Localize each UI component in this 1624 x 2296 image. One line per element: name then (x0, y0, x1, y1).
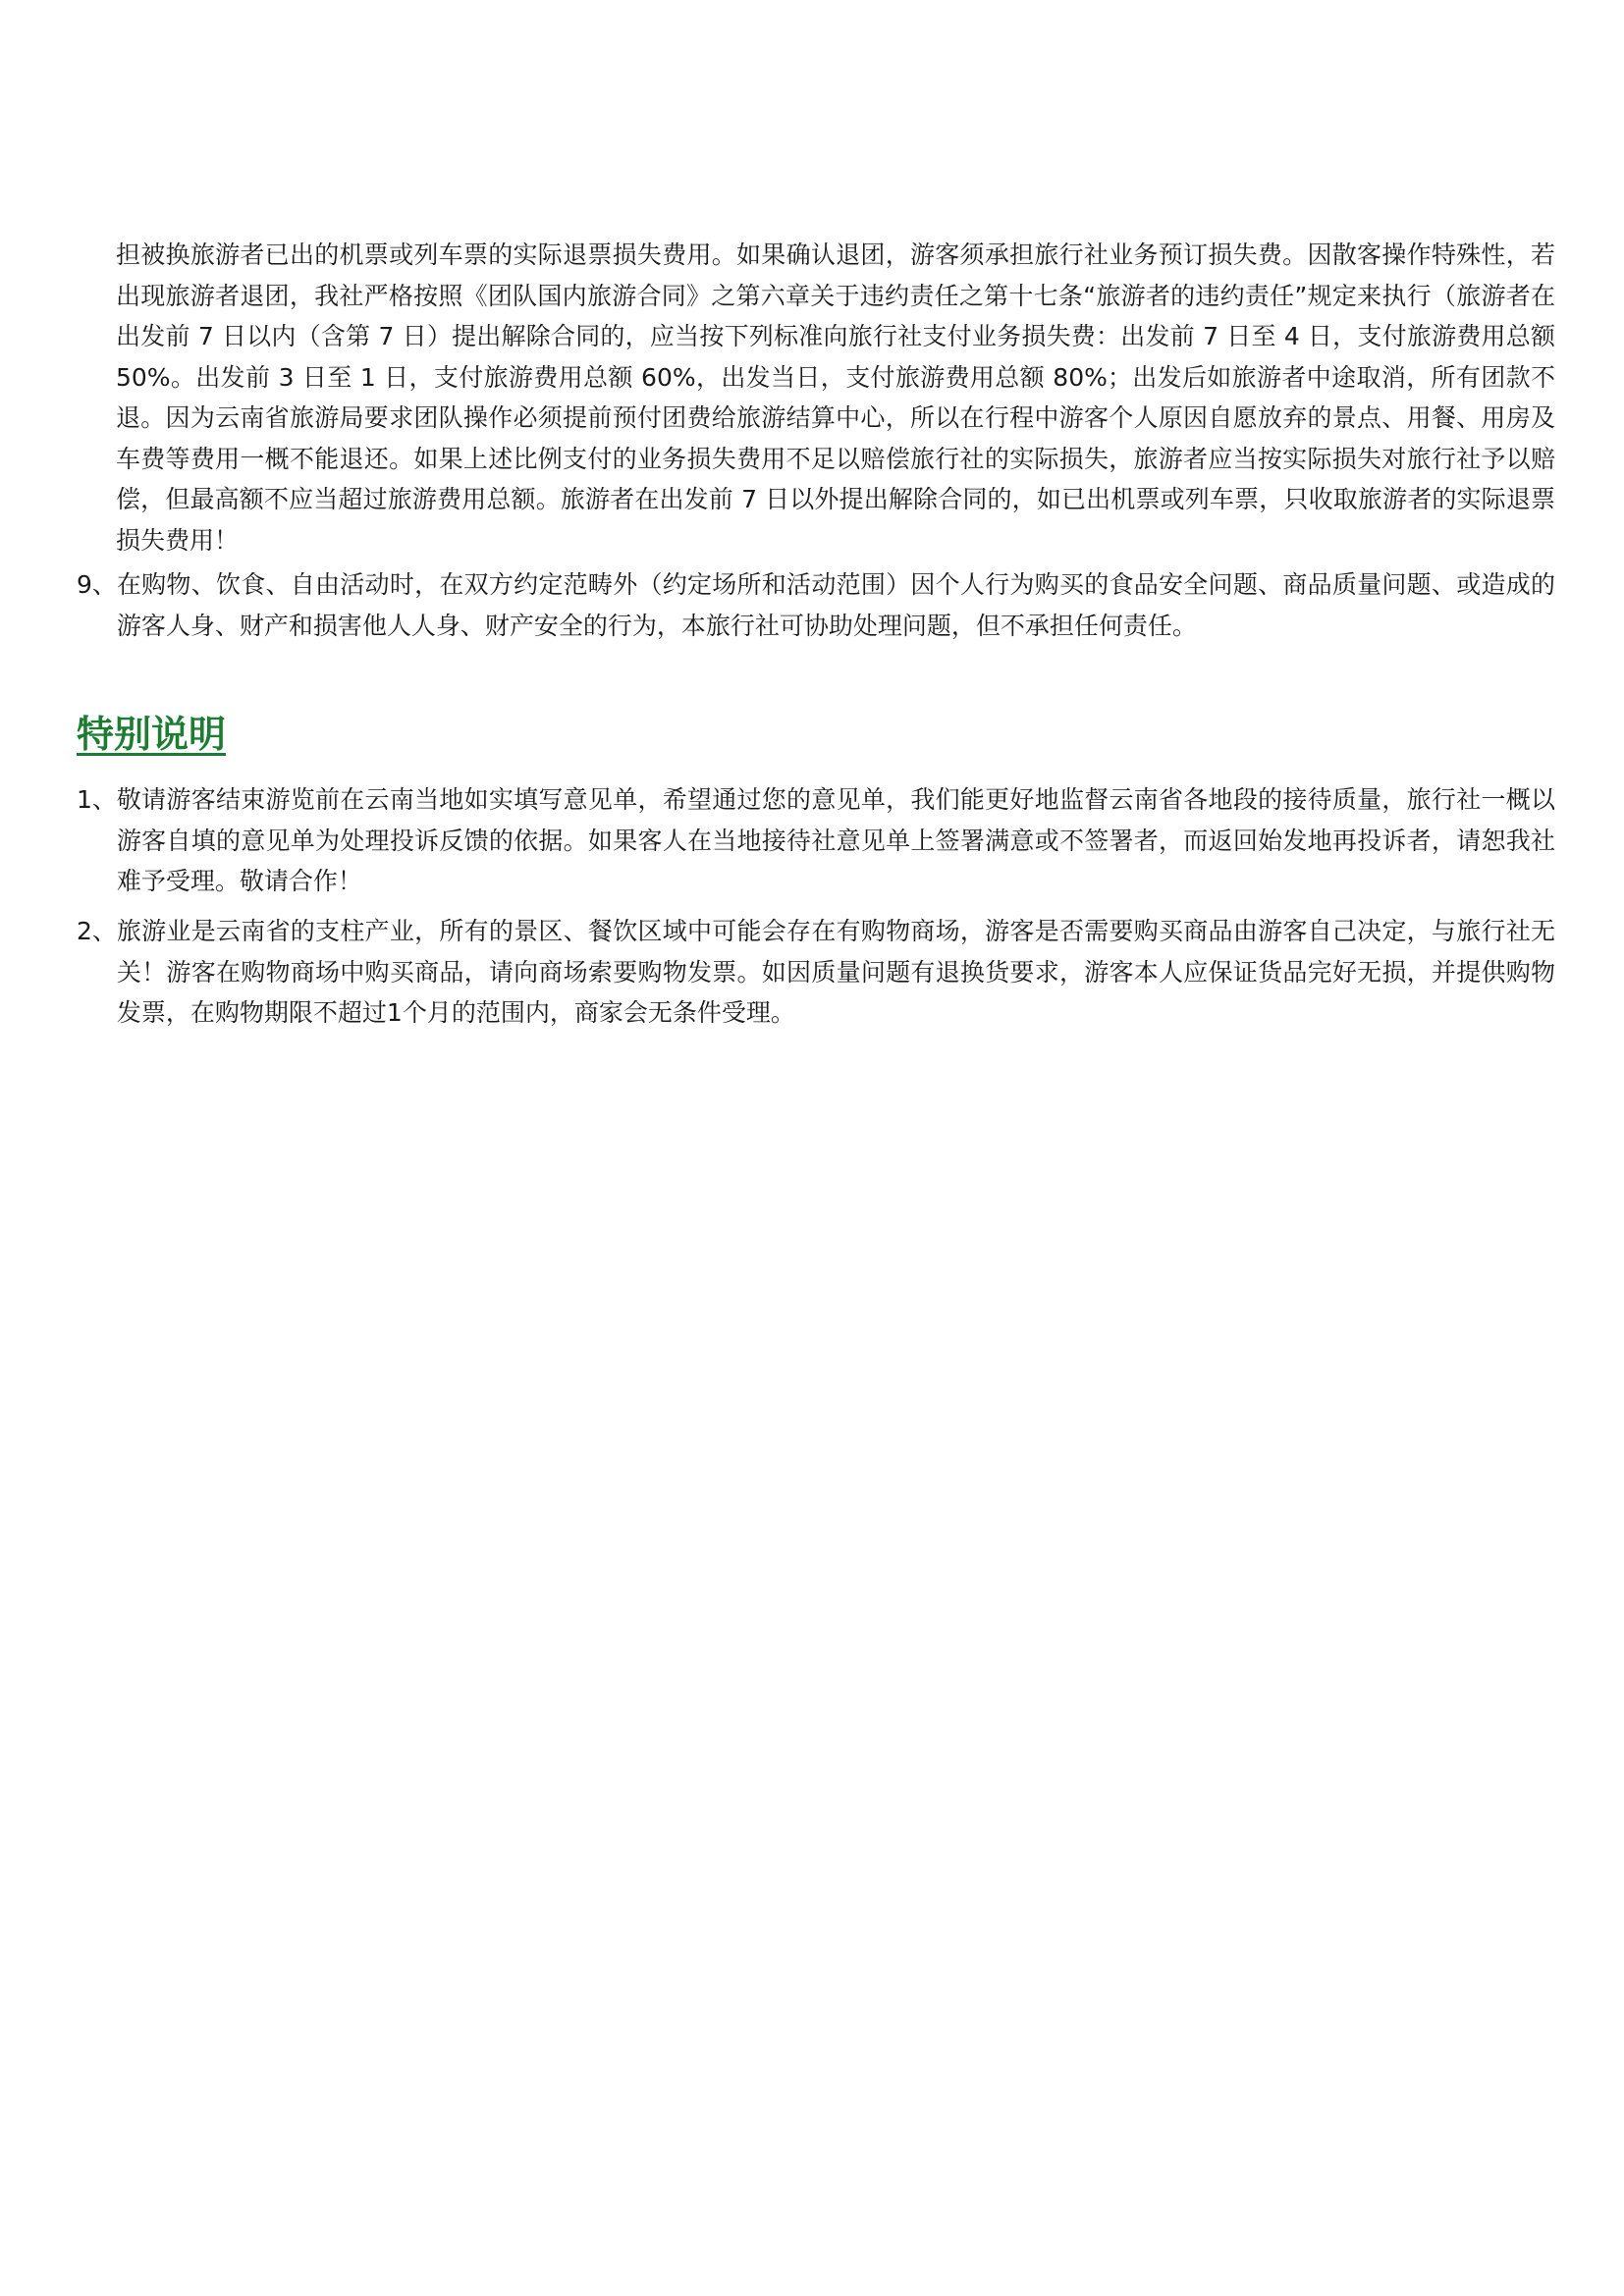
special-notes-heading: 特别说明 (77, 713, 227, 756)
list-item-9 (77, 564, 1555, 646)
list-item-text: 在购物、饮食、自由活动时，在双方约定范畴外（约定场所和活动范围）因个人行为购买的食品安全问题、商品质量问题、或造成的游客人身、财产和损害他人人身、财产安全的行为，本旅行社可协助处理问题，但不承担任何责任。 (116, 570, 1555, 640)
list-item-number: 2、 (77, 917, 117, 945)
item-8-continuation: 担被换旅游者已出的机票或列车票的实际退票损失费用。如果确认退团，游客须承担旅行社业务预订损失费。因散客操作特殊性，若出现旅游者退团，我社严格按照《团队国内旅游合同》之第六章关于违约责任之第十七条“旅游者的违约责任”规定来执行（旅游者在出发前 7 日以内（含第 7 日）提出解除合同的，应当按下列标准向旅行社支付业务损失费：出发前 7 日至 4 日，支付旅游费用总额 50%。出发前 3 日至 1 日，支付旅游费用总额 60%，出发当日，支付旅游费用总额 80%；出发后如旅游者中途取消，所有团款不退。因为云南省旅游局要求团队操作必须提前预付团费给旅游结算中心，所以在行程中游客个人原因自愿放弃的景点、用餐、用房及车费等费用一概不能退还。如果上述比例支付的业务损失费用不足以赔偿旅行社的实际损失，旅游者应当按实际损失对旅行社予以赔偿，但最高额不应当超过旅游费用总额。旅游者在出发前 7 日以外提出解除合同的，如已出机票或列车票，只收取旅游者的实际退票损失费用！ (116, 240, 1555, 555)
list-item-text: 旅游业是云南省的支柱产业，所有的景区、餐饮区域中可能会存在有购物商场，游客是否需要购买商品由游客自己决定，与旅行社无关！游客在购物商场中购买商品，请向商场索要购物发票。如因质量问题有退换货要求，游客本人应保证货品完好无损，并提供购物发票，在购物期限不超过1个月的范围内，商家会无条件受理。 (116, 917, 1555, 1027)
list-item-text: 敬请游客结束游览前在云南当地如实填写意见单，希望通过您的意见单，我们能更好地监督云南省各地段的接待质量，旅行社一概以游客自填的意见单为处理投诉反馈的依据。如果客人在当地接待社意见单上签署满意或不签署者，而返回始发地再投诉者，请恕我社难予受理。敬请合作！ (116, 785, 1555, 895)
special-note-item-2 (77, 911, 1555, 1034)
list-item-number: 1、 (77, 785, 117, 814)
list-item-number: 9、 (77, 570, 117, 599)
special-note-item-1 (77, 779, 1555, 902)
